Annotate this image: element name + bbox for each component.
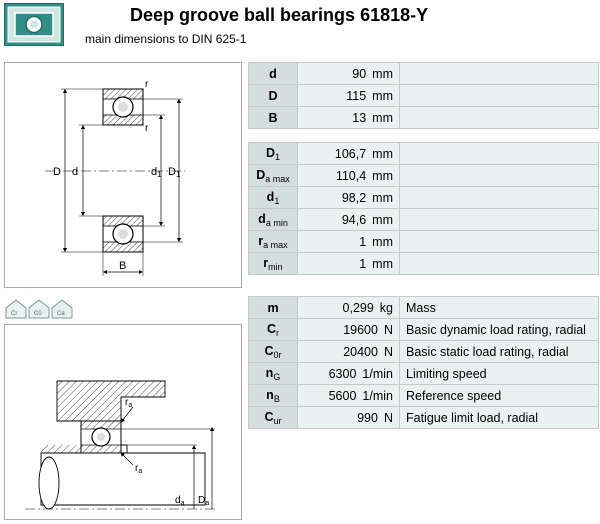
- row-value: 20400 N: [298, 341, 400, 363]
- row-value: 19600 N: [298, 319, 400, 341]
- table-row: [249, 407, 599, 429]
- row-description: Fatigue limit load, radial: [400, 407, 599, 429]
- main-dimensions-table: [248, 62, 599, 129]
- row-symbol: d: [249, 63, 298, 85]
- svg-text:C0: C0: [34, 311, 42, 317]
- nav-icon-bar: [4, 298, 76, 320]
- row-description: [400, 107, 599, 129]
- label-r-top: r: [145, 79, 149, 90]
- row-symbol: $D_1$: [249, 143, 298, 165]
- label-r-inner: r: [145, 123, 149, 134]
- row-description: Reference speed: [400, 385, 599, 407]
- table-row: [249, 63, 599, 85]
- performance-data-table: [248, 296, 599, 429]
- row-symbol: D: [249, 85, 298, 107]
- table-row: [249, 143, 599, 165]
- row-value: 106,7 mm: [298, 143, 400, 165]
- label-ra-bottom: $r_a$: [135, 463, 143, 475]
- row-symbol: $C_{ur}$: [249, 407, 298, 429]
- table-row: [249, 319, 599, 341]
- additional-dimensions-table: [248, 142, 599, 275]
- row-description: Basic dynamic load rating, radial: [400, 319, 599, 341]
- table-row: [249, 297, 599, 319]
- label-B: B: [119, 260, 127, 272]
- row-description: Limiting speed: [400, 363, 599, 385]
- row-value: 6300 1/min: [298, 363, 400, 385]
- table-row: [249, 363, 599, 385]
- label-D1: D1: [168, 166, 181, 179]
- row-value: 13 mm: [298, 107, 400, 129]
- table-row: [249, 187, 599, 209]
- page-subtitle: main dimensions to DIN 625-1: [85, 32, 247, 46]
- row-value: 1 mm: [298, 231, 400, 253]
- row-symbol: $r_{a max}$: [249, 231, 298, 253]
- row-symbol: m: [249, 297, 298, 319]
- row-symbol: $C_r$: [249, 319, 298, 341]
- table-row: [249, 253, 599, 275]
- row-description: [400, 165, 599, 187]
- nav-up-icon[interactable]: [6, 300, 26, 318]
- row-value: 5600 1/min: [298, 385, 400, 407]
- table-row: [249, 341, 599, 363]
- row-symbol: $D_{a max}$: [249, 165, 298, 187]
- label-D: D: [53, 166, 61, 178]
- label-d1: d1: [151, 166, 162, 179]
- row-value: 94,6 mm: [298, 209, 400, 231]
- row-value: 0,299 kg: [298, 297, 400, 319]
- svg-text:Ca: Ca: [57, 311, 65, 317]
- row-description: [400, 253, 599, 275]
- label-Da: $D_a$: [198, 495, 210, 507]
- bearing-logo-icon: [4, 3, 64, 46]
- label-da: $d_a$: [175, 495, 185, 507]
- mounting-dimension-drawing: [4, 324, 242, 520]
- row-description: [400, 187, 599, 209]
- nav-next-icon[interactable]: [52, 300, 72, 318]
- row-symbol: $r_{min}$: [249, 253, 298, 275]
- row-value: 990 N: [298, 407, 400, 429]
- label-ra-top: $r_a$: [125, 397, 133, 409]
- table-row: [249, 85, 599, 107]
- row-symbol: B: [249, 107, 298, 129]
- nav-prev-icon[interactable]: [29, 300, 49, 318]
- row-value: 110,4 mm: [298, 165, 400, 187]
- row-symbol: $d_{a min}$: [249, 209, 298, 231]
- row-symbol: $d_1$: [249, 187, 298, 209]
- row-description: [400, 209, 599, 231]
- table-row: [249, 231, 599, 253]
- row-description: [400, 63, 599, 85]
- svg-text:Cr: Cr: [11, 311, 18, 317]
- row-value: 98,2 mm: [298, 187, 400, 209]
- row-symbol: $n_G$: [249, 363, 298, 385]
- label-d: d: [72, 166, 79, 178]
- row-description: [400, 231, 599, 253]
- page-title: Deep groove ball bearings 61818-Y: [130, 5, 429, 25]
- row-description: [400, 143, 599, 165]
- row-value: 115 mm: [298, 85, 400, 107]
- bearing-dimension-drawing: [4, 62, 242, 288]
- row-value: 1 mm: [298, 253, 400, 275]
- row-symbol: $n_B$: [249, 385, 298, 407]
- table-row: [249, 209, 599, 231]
- row-symbol: $C_{0r}$: [249, 341, 298, 363]
- table-row: [249, 107, 599, 129]
- row-description: [400, 85, 599, 107]
- row-description: Basic static load rating, radial: [400, 341, 599, 363]
- table-row: [249, 385, 599, 407]
- row-value: 90 mm: [298, 63, 400, 85]
- table-row: [249, 165, 599, 187]
- row-description: Mass: [400, 297, 599, 319]
